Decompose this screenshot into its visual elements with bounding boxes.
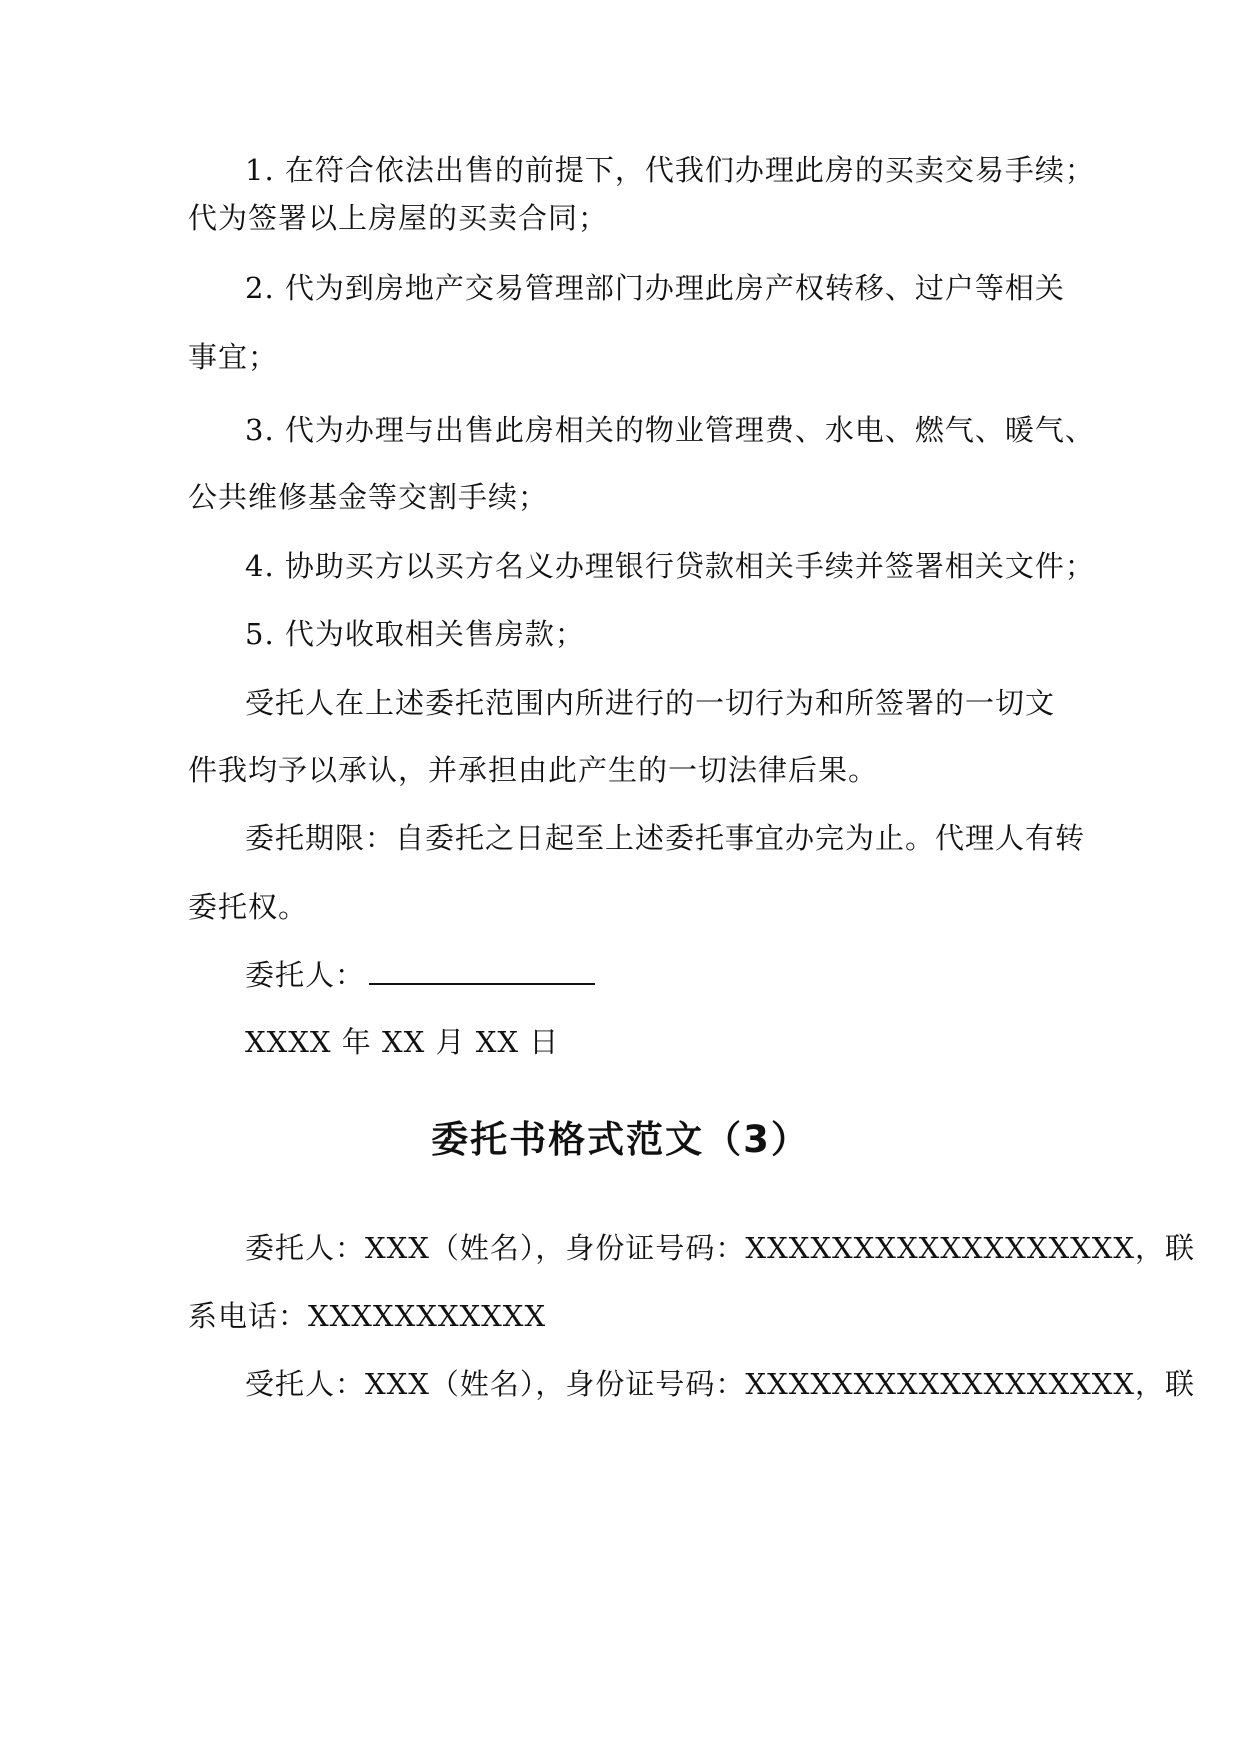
item-5-line-1: 5. 代为收取相关售房款； — [245, 617, 585, 651]
signature-blank — [369, 959, 595, 985]
item-1-line-2: 代为签署以上房屋的买卖合同； — [188, 201, 609, 235]
section-title: 委托书格式范文（3） — [431, 1118, 810, 1161]
signature-line — [245, 957, 595, 993]
item-2-line-2: 事宜； — [188, 340, 279, 374]
acknowledgement-line-1: 受托人在上述委托范围内所进行的一切行为和所签署的一切文 — [245, 686, 1056, 720]
item-4-line-1: 4. 协助买方以买方名义办理银行贷款相关手续并签署相关文件； — [245, 549, 1095, 583]
term-line-1: 委托期限：自委托之日起至上述委托事宜办完为止。代理人有转 — [245, 821, 1086, 855]
item-3-line-2: 公共维修基金等交割手续； — [188, 480, 549, 514]
agent-line-1: 受托人：XXX（姓名），身份证号码：XXXXXXXXXXXXXXXXXX，联 — [245, 1367, 1196, 1401]
acknowledgement-line-2: 件我均予以承认，并承担由此产生的一切法律后果。 — [188, 753, 879, 787]
date-line: XXXX 年 XX 月 XX 日 — [245, 1025, 560, 1059]
principal-line-1: 委托人：XXX（姓名），身份证号码：XXXXXXXXXXXXXXXXXX，联 — [245, 1231, 1196, 1265]
principal-line-2: 系电话：XXXXXXXXXXX — [188, 1299, 547, 1333]
signature-label: 委托人： — [245, 958, 366, 992]
item-2-line-1: 2. 代为到房地产交易管理部门办理此房产权转移、过户等相关 — [245, 271, 1065, 305]
item-1-line-1: 1. 在符合依法出售的前提下，代我们办理此房的买卖交易手续； — [245, 153, 1095, 187]
item-3-line-1: 3. 代为办理与出售此房相关的物业管理费、水电、燃气、暖气、 — [245, 413, 1095, 447]
term-line-2: 委托权。 — [188, 890, 309, 924]
